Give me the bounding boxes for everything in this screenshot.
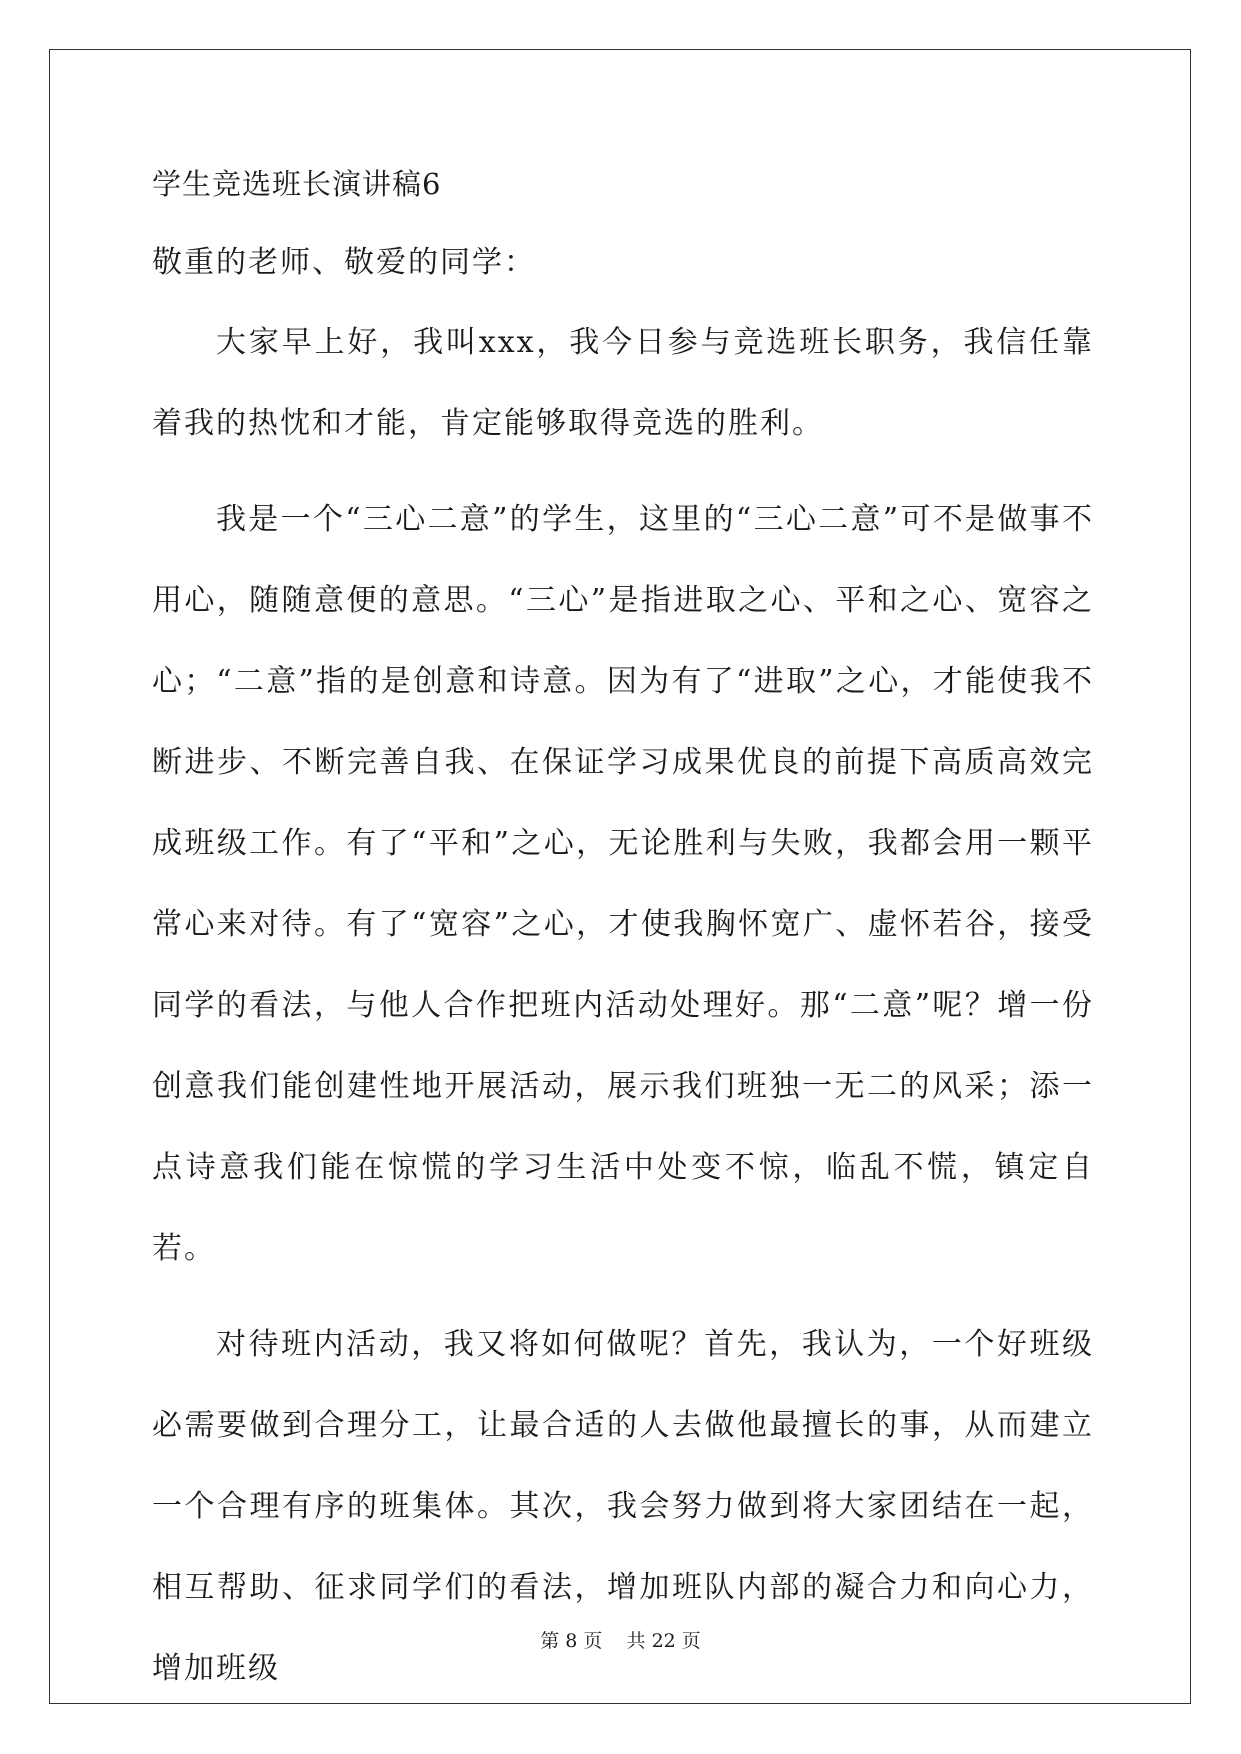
paragraph-three-hearts: 我是一个“三心二意”的学生，这里的“三心二意”可不是做事不用心，随随意便的意思。“三心”是指进取之心、平和之心、宽容之心；“二意”指的是创意和诗意。因为有了“进取”之心，才能使我不断进步、不断完善自我、在保证学习成果优良的前提下高质高效完成班级工作。有了“平和”之心，无论胜利与失败，我都会用一颗平常心来对待。有了“宽容”之心，才使我胸怀宽广、虚怀若谷，接受同学的看法，与他人合作把班内活动处理好。那“二意”呢？增一份创意我们能创建性地开展活动，展示我们班独一无二的风采；添一点诗意我们能在惊慌的学习生活中处变不惊，临乱不慌，镇定自若。	[152, 502, 1094, 1266]
document-body	[152, 165, 1094, 1709]
page-number-footer: 第 8 页 共 22 页	[540, 1630, 701, 1652]
document-title: 学生竞选班长演讲稿6	[152, 167, 442, 201]
salutation: 敬重的老师、敬爱的同学：	[152, 245, 536, 280]
paragraph-intro: 大家早上好，我叫xxx，我今日参与竞选班长职务，我信任靠着我的热忱和才能，肯定能够取得竞选的胜利。	[152, 325, 1094, 441]
paragraph-class-activities: 对待班内活动，我又将如何做呢？首先，我认为，一个好班级必需要做到合理分工，让最合适的人去做他最擅长的事，从而建立一个合理有序的班集体。其次，我会努力做到将大家团结在一起，相互帮助、征求同学们的看法，增加班队内部的凝合力和向心力，增加班级	[152, 1327, 1094, 1686]
